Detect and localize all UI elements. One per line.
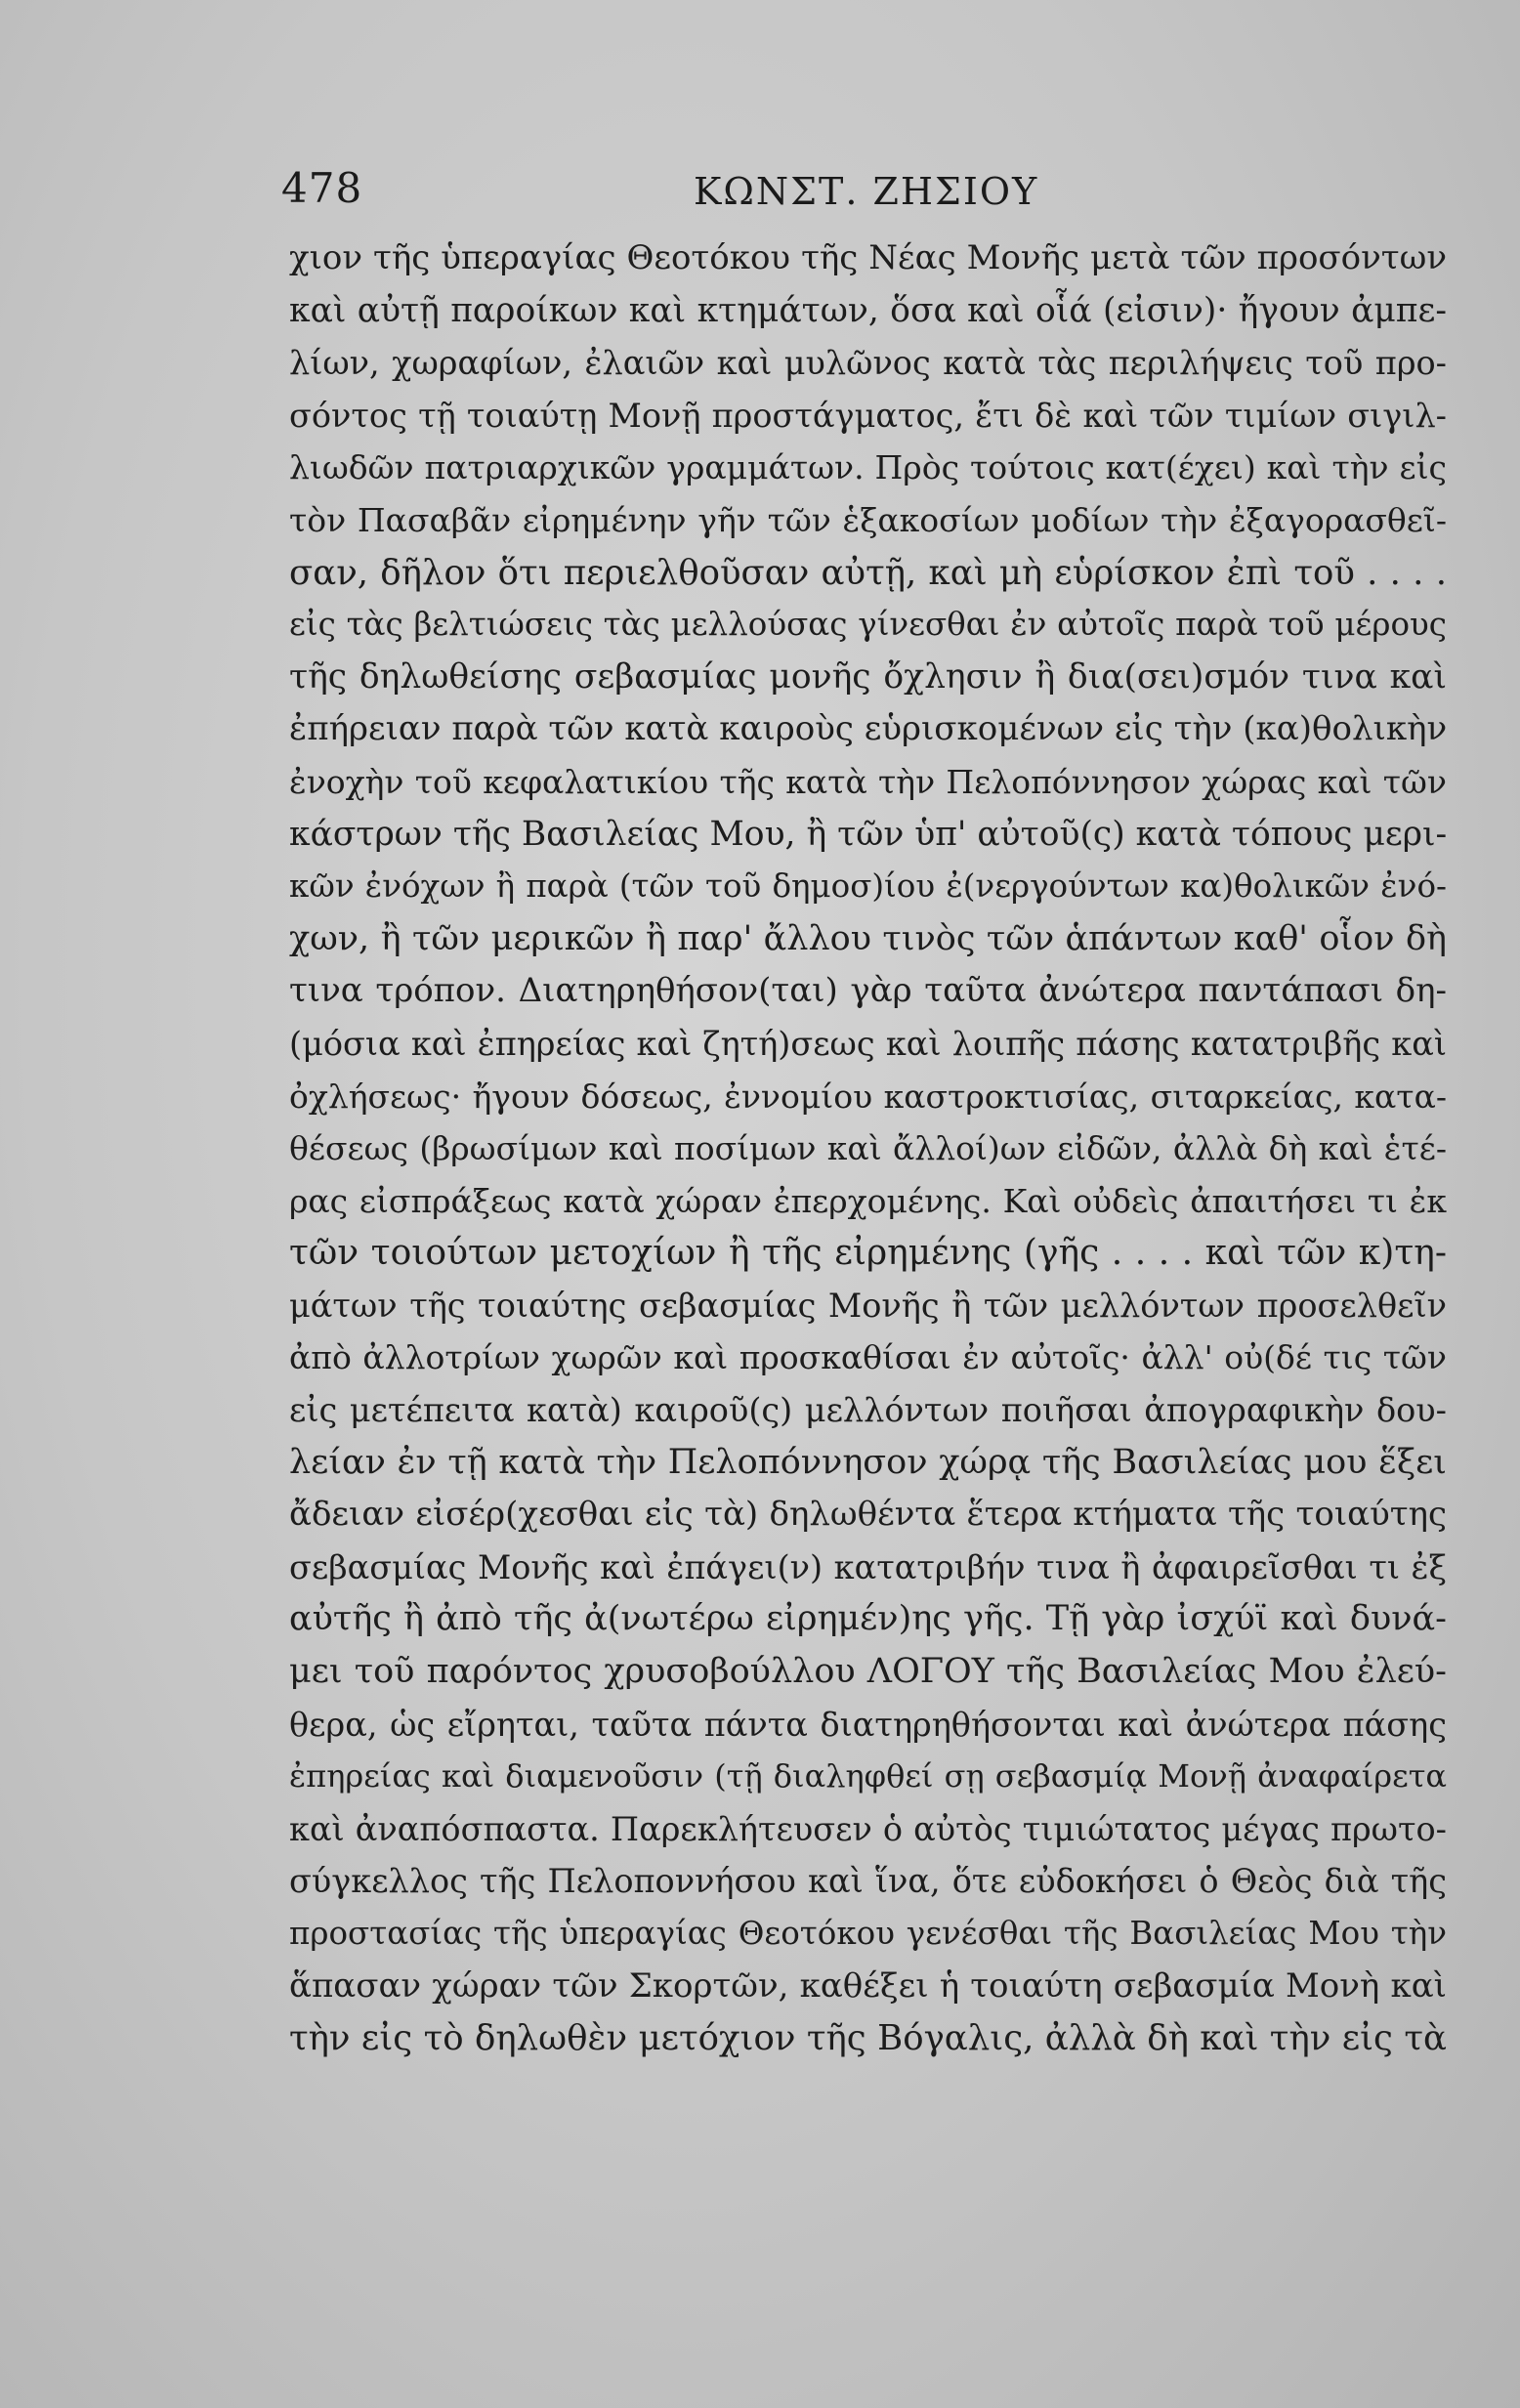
text-line: θέσεως (βρωσίμων καὶ ποσίμων καὶ ἄλλοί)ων εἰδῶν, ἀλλὰ δὴ καὶ ἑτέ- [289,1129,1447,1168]
text-line: λίων, χωραφίων, ἐλαιῶν καὶ μυλῶνος κατὰ τὰς περιλήψεις τοῦ προ- [289,344,1447,383]
text-line: θερα, ὡς εἴρηται, ταῦτα πάντα διατηρηθήσονται καὶ ἀνώτερα πάσης [289,1705,1447,1744]
text-line: ρας εἰσπράξεως κατὰ χώραν ἐπερχομένης. Καὶ οὐδεὶς ἀπαιτήσει τι ἐκ [289,1181,1447,1220]
text-line: χων, ἢ τῶν μερικῶν ἢ παρ' ἄλλου τινὸς τῶν ἁπάντων καθ' οἷον δὴ [289,918,1447,958]
text-line: ἄδειαν εἰσέρ(χεσθαι εἰς τὰ) δηλωθέντα ἕτερα κτήματα τῆς τοιαύτης [289,1495,1447,1535]
text-line: καὶ ἀναπόσπαστα. Παρεκλήτευσεν ὁ αὐτὸς τιμιώτατος μέγας πρωτο- [289,1809,1447,1848]
text-line: λιωδῶν πατριαρχικῶν γραμμάτων. Πρὸς τούτοις κατ(έχει) καὶ τὴν εἰς [289,448,1447,487]
text-line: λείαν ἐν τῇ κατὰ τὴν Πελοπόννησον χώρᾳ τῆς Βασιλείας μου ἕξει [289,1442,1447,1482]
text-line: κάστρων τῆς Βασιλείας Μου, ἢ τῶν ὑπ' αὐτοῦ(ς) κατὰ τόπους μερι- [289,814,1447,854]
text-line: (μόσια καὶ ἐπηρείας καὶ ζητή)σεως καὶ λοιπῆς πάσης κατατριβῆς καὶ [289,1024,1447,1063]
text-line: ὀχλήσεως· ἤγουν δόσεως, ἐννομίου καστροκτισίας, σιταρκείας, κατα- [289,1077,1447,1116]
text-line: τῆς δηλωθείσης σεβασμίας μονῆς ὄχλησιν ἢ δια(σει)σμόν τινα καὶ [289,656,1447,697]
text-line: τινα τρόπον. Διατηρηθήσον(ται) γὰρ ταῦτα ἀνώτερα παντάπασι δη- [289,971,1447,1011]
running-head: ΚΩΝΣΤ. ΖΗΣΙΟΥ [694,170,1039,213]
text-line: μει τοῦ παρόντος χρυσοβούλλου ΛΟΓΟΥ τῆς Βασιλείας Μου ἐλεύ- [289,1652,1447,1692]
text-line: χιον τῆς ὑπεραγίας Θεοτόκου τῆς Νέας Μονῆς μετὰ τῶν προσόντων [289,238,1447,277]
text-line: ἐπήρειαν παρὰ τῶν κατὰ καιροὺς εὑρισκομένων εἰς τὴν (κα)θολικὴν [289,709,1447,749]
text-line: σεβασμίας Μονῆς καὶ ἐπάγει(ν) κατατριβήν τινα ἢ ἀφαιρεῖσθαι τι ἐξ [289,1547,1447,1586]
text-line: ἀπὸ ἀλλοτρίων χωρῶν καὶ προσκαθίσαι ἐν αὐτοῖς· ἀλλ' οὐ(δέ τις τῶν [289,1338,1447,1377]
text-line: ἐνοχὴν τοῦ κεφαλατικίου τῆς κατὰ τὴν Πελοπόννησον χώρας καὶ τῶν [289,762,1447,801]
text-line: σύγκελλος τῆς Πελοποννήσου καὶ ἵνα, ὅτε εὐδοκήσει ὁ Θεὸς διὰ τῆς [289,1862,1447,1901]
text-line: τὸν Πασαβᾶν εἰρημένην γῆν τῶν ἑξακοσίων μοδίων τὴν ἐξαγορασθεῖ- [289,500,1447,539]
text-line: κῶν ἐνόχων ἢ παρὰ (τῶν τοῦ δημοσ)ίου ἐ(νεργούντων κα)θολικῶν ἐνό- [289,867,1447,906]
text-line: εἰς μετέπειτα κατὰ) καιροῦ(ς) μελλόντων ποιῆσαι ἀπογραφικὴν δου- [289,1391,1447,1430]
text-line: σόντος τῇ τοιαύτῃ Μονῇ προστάγματος, ἔτι δὲ καὶ τῶν τιμίων σιγιλ- [289,396,1447,435]
text-line: σαν, δῆλον ὅτι περιελθοῦσαν αὐτῇ, καὶ μὴ εὑρίσκον ἐπὶ τοῦ . . . . [289,552,1447,593]
text-line: τὴν εἰς τὸ δηλωθὲν μετόχιον τῆς Βόγαλις, ἀλλὰ δὴ καὶ τὴν εἰς τὰ [289,2018,1447,2059]
text-line: αὐτῆς ἢ ἀπὸ τῆς ἀ(νωτέρω εἰρημέν)ης γῆς. Τῇ γὰρ ἰσχύϊ καὶ δυνά- [289,1599,1447,1639]
text-line: ἐπηρείας καὶ διαμενοῦσιν (τῇ διαληφθεί σῃ σεβασμίᾳ Μονῇ ἀναφαίρετα [289,1757,1447,1795]
text-line: προστασίας τῆς ὑπεραγίας Θεοτόκου γενέσθαι τῆς Βασιλείας Μου τὴν [289,1915,1447,1952]
text-line: εἰς τὰς βελτιώσεις τὰς μελλούσας γίνεσθαι ἐν αὐτοῖς παρὰ τοῦ μέρους [289,606,1447,644]
page-number: 478 [281,164,363,212]
text-line: καὶ αὐτῇ παροίκων καὶ κτημάτων, ὅσα καὶ οἷά (εἰσιν)· ἤγουν ἀμπε- [289,290,1447,330]
text-line: ἅπασαν χώραν τῶν Σκορτῶν, καθέξει ἡ τοιαύτη σεβασμία Μονὴ καὶ [289,1965,1447,2006]
text-line: τῶν τοιούτων μετοχίων ἢ τῆς εἰρημένης (γῆς . . . . καὶ τῶν κ)τη- [289,1233,1447,1274]
body-text [289,232,1447,2065]
text-line: μάτων τῆς τοιαύτης σεβασμίας Μονῆς ἢ τῶν μελλόντων προσελθεῖν [289,1286,1447,1325]
